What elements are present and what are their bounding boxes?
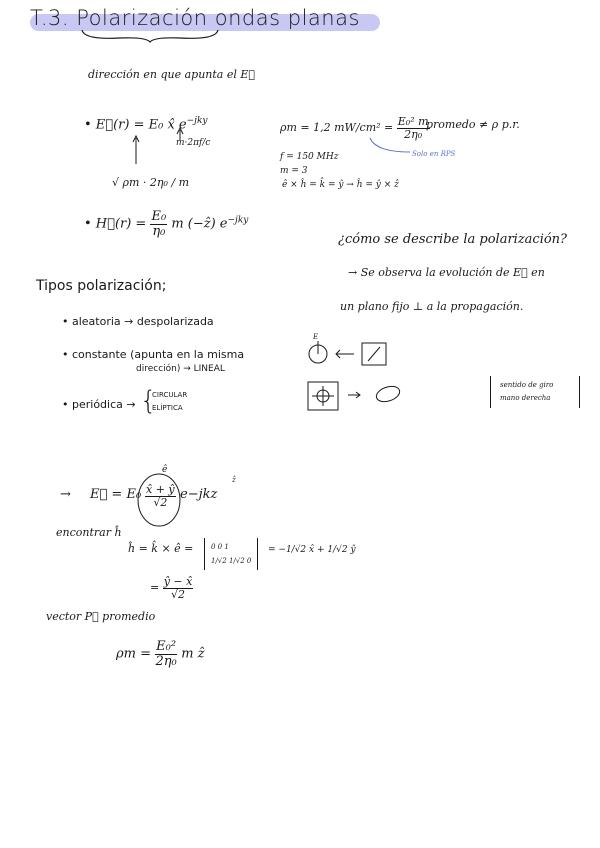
polarization-diagrams: [302, 332, 402, 416]
example-arrow: →: [60, 487, 71, 502]
example-num: x̂ + ŷ: [146, 483, 175, 496]
title-brace: [80, 28, 220, 44]
h-calc-rhs: = −1/√2 x̂ + 1/√2 ŷ: [268, 545, 356, 555]
page-title: T.3. Polarización ondas planas: [30, 6, 360, 30]
vector-p: vector P⃗ promedio: [46, 610, 156, 623]
h-calc-lhs: ĥ = k̂ × ê =: [128, 542, 194, 555]
rho-den: 2η₀: [404, 127, 423, 141]
h-result-num: ŷ − x̂: [163, 575, 193, 588]
example-exp: e−jkz: [180, 487, 218, 502]
title-block: [30, 6, 360, 30]
diagram-e-label: E: [313, 333, 319, 341]
rho-lhs: ρm = 1,2 mW/cm² =: [280, 121, 394, 135]
p-result-lhs: ρm =: [116, 646, 151, 662]
h-field-equation: [84, 210, 248, 238]
tipo-periodica: • periódica →: [62, 398, 136, 411]
freq-cross: ê × ĥ = k̂ = ŷ → ĥ = ŷ × ẑ: [282, 180, 399, 190]
tipo-constante-1: • constante (apunta en la misma: [62, 348, 245, 361]
rho-note-blue: Solo en RPS: [412, 150, 456, 158]
h-result: [150, 576, 193, 600]
e-field-lhs: • E⃗(r) = E₀ x̂ e: [84, 117, 187, 133]
freq-f: f = 150 MHz: [280, 152, 339, 162]
e-field-note: m·2πf/c: [176, 138, 211, 148]
p-result-den: 2η₀: [155, 653, 177, 669]
h-calc-matrix: [204, 538, 258, 570]
tipos-heading: Tipos polarización;: [36, 278, 167, 294]
example-hat: ê: [162, 465, 168, 475]
example-den: √2: [153, 495, 168, 509]
example-lhs: E⃗ = E₀: [90, 487, 142, 502]
e-field-exp: −jky: [186, 116, 208, 126]
tipo-aleatoria: • aleatoria → despolarizada: [62, 315, 214, 328]
rho-blue-arrow: [366, 132, 416, 156]
h-result-den: √2: [171, 587, 186, 601]
periodica-brace: {: [140, 386, 157, 416]
example-frac: [145, 484, 176, 508]
h-field-exp: −jky: [227, 215, 249, 226]
answer-line2: un plano fijo ⊥ a la propagación.: [340, 300, 524, 313]
question: ¿cómo se describe la polarización?: [338, 232, 568, 247]
p-result-num: E₀²: [156, 639, 177, 654]
tipo-circular: CIRCULAR: [152, 391, 188, 399]
tipo-constante-2: dirección) → LINEAL: [136, 364, 225, 374]
answer-line1: → Se observa la evolución de E⃗ en: [348, 266, 545, 279]
example-tail: ẑ: [232, 476, 236, 484]
freq-m: m = 3: [280, 166, 308, 176]
rho-num: E₀² m: [397, 115, 429, 128]
rho-promedo: promedo ≠ ρ p.r.: [426, 118, 520, 131]
direction-text: dirección en que apunta el E⃗: [88, 68, 255, 81]
p-result: [116, 640, 205, 668]
sentido-line1: sentido de giro: [500, 381, 554, 389]
sentido-line2: mano derecha: [500, 394, 551, 402]
h-result-eq: =: [150, 581, 160, 595]
p-result-rest: m ẑ: [181, 646, 205, 662]
h-field-lhs: • H⃗(r) =: [84, 216, 151, 232]
h-field-den: η₀: [152, 223, 166, 239]
h-field-num: E₀: [151, 209, 167, 224]
matrix-row-1: 0 0 1: [211, 543, 229, 551]
tipo-eliptica: ELÍPTICA: [152, 404, 183, 412]
encontrar-h: encontrar ĥ: [56, 526, 122, 539]
matrix-row-2: 1/√2 1/√2 0: [211, 557, 252, 565]
sqrt-note: √ ρm · 2η₀ / m: [112, 176, 190, 189]
h-field-rest: m (−ẑ) e: [171, 216, 228, 232]
